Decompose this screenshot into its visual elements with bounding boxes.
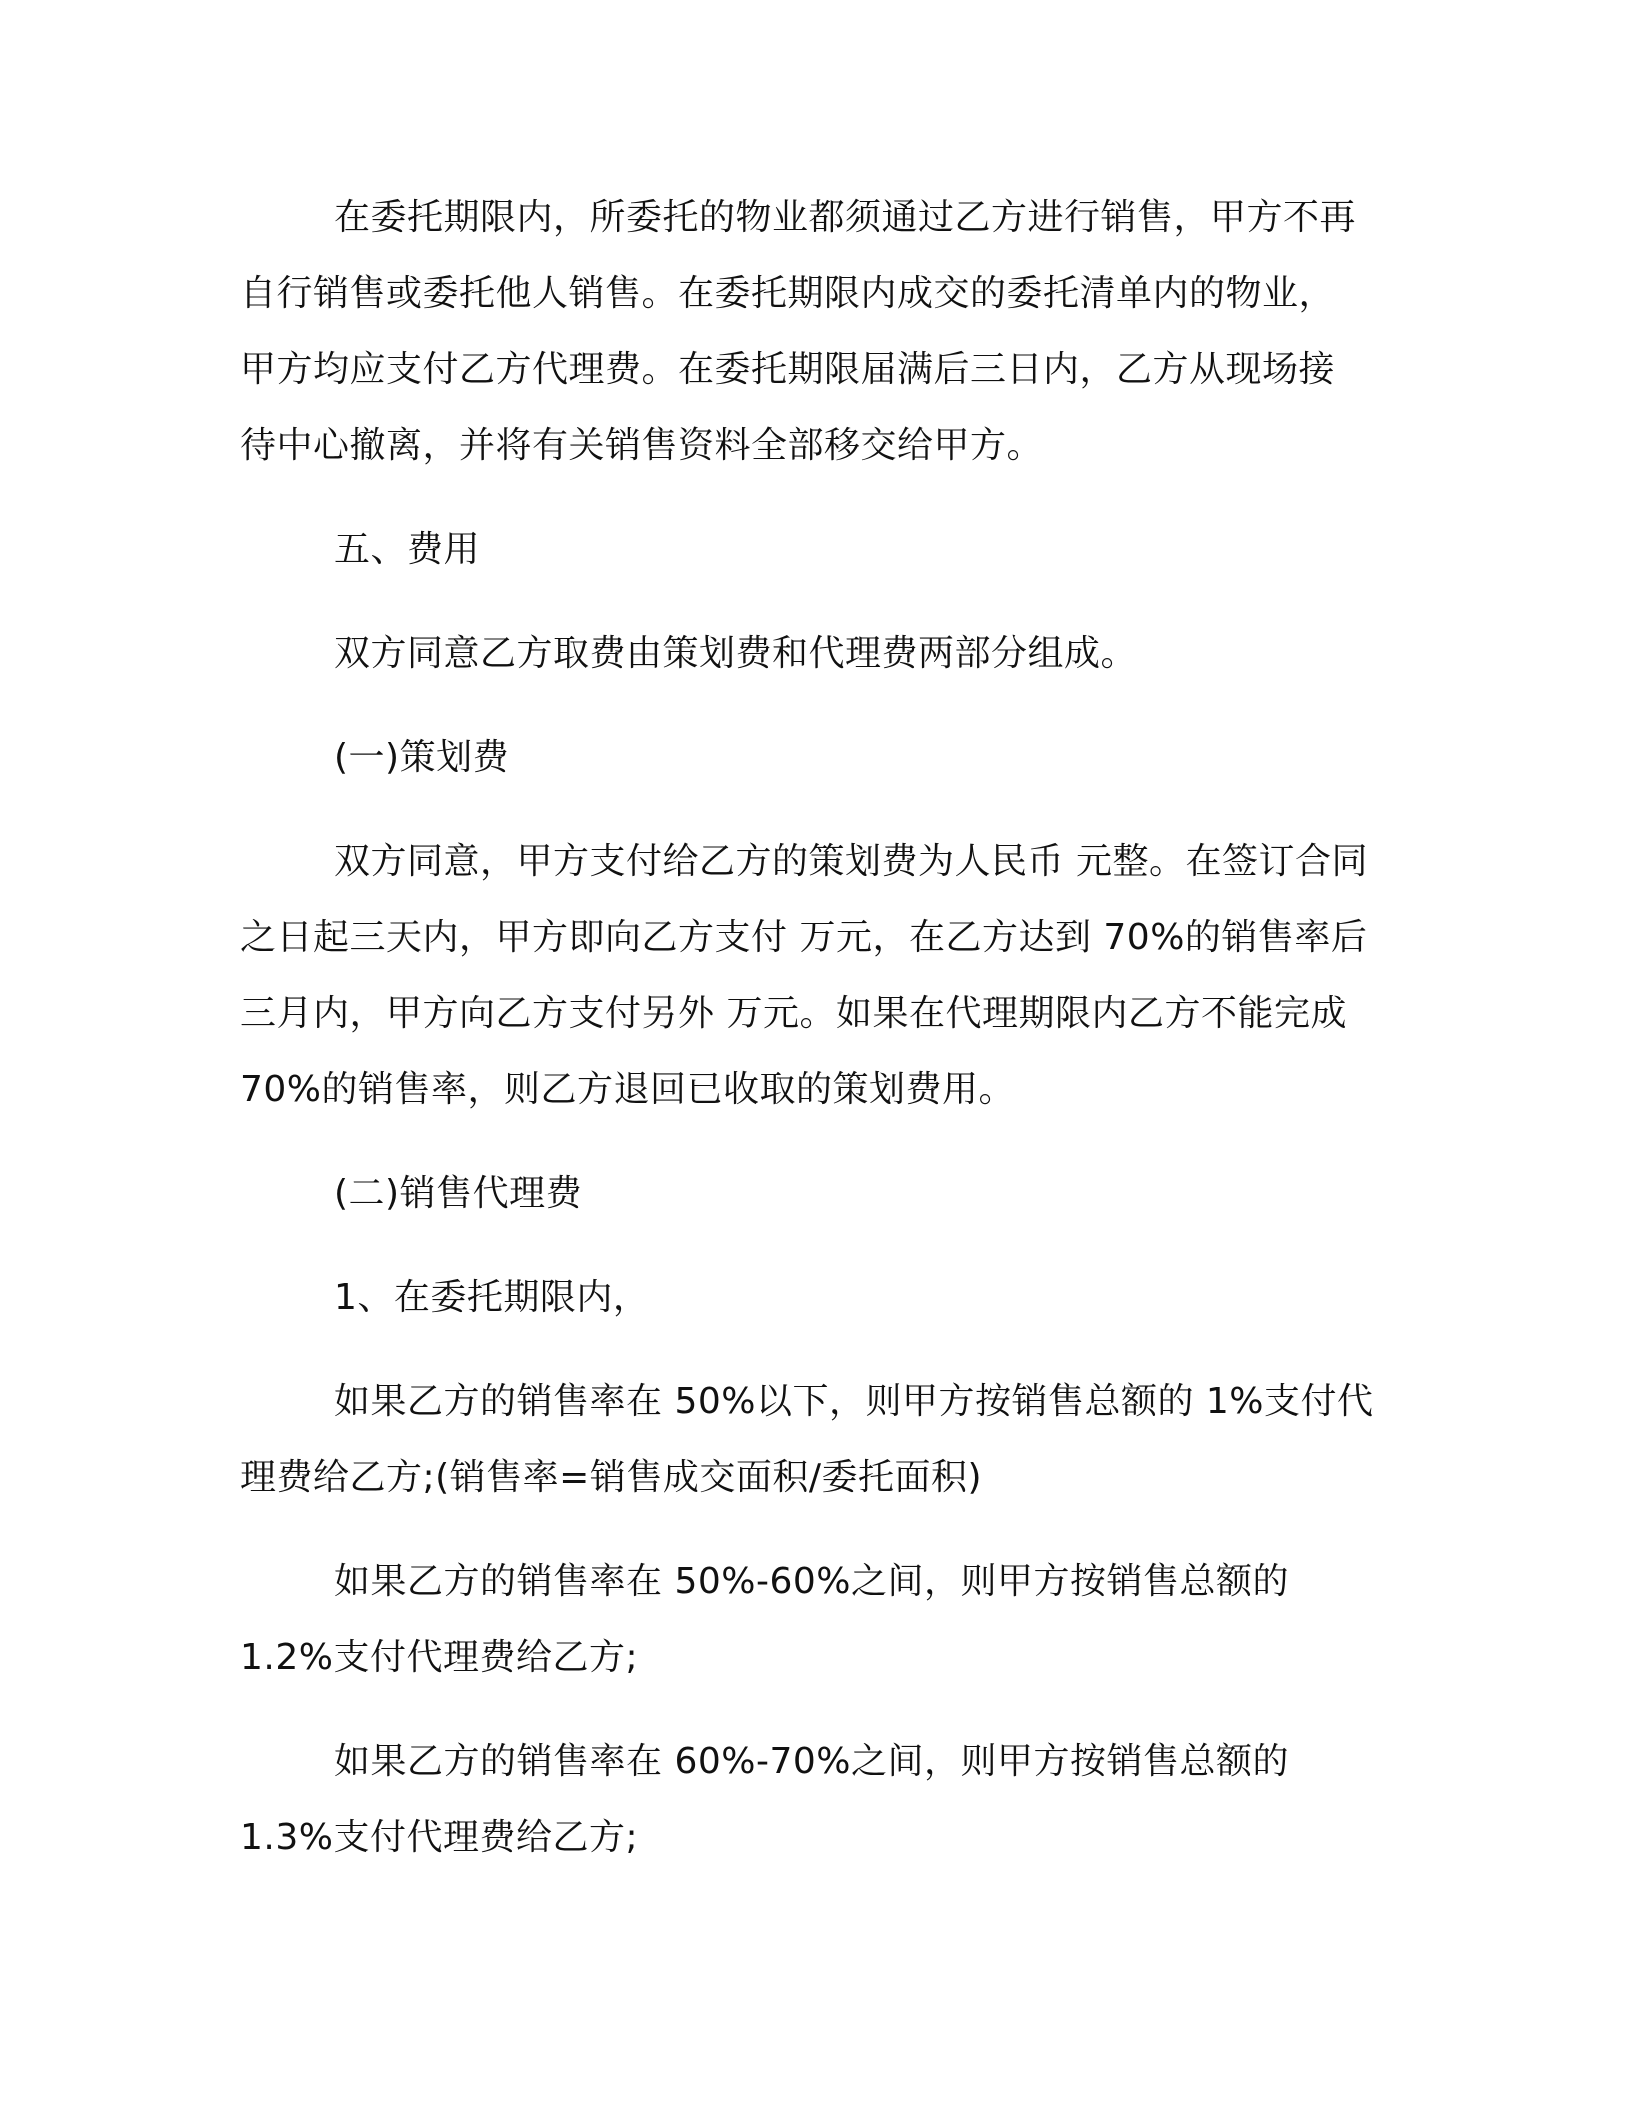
- text-line: 甲方均应支付乙方代理费。在委托期限届满后三日内，乙方从现场接: [240, 349, 1336, 390]
- text-line: 在委托期限内，所委托的物业都须通过乙方进行销售，甲方不再: [334, 197, 1357, 238]
- text-line: 如果乙方的销售率在 60%-70%之间，则甲方按销售总额的: [334, 1741, 1289, 1782]
- text-line: 待中心撤离，并将有关销售资料全部移交给甲方。: [240, 425, 1044, 466]
- text-line: 如果乙方的销售率在 50%-60%之间，则甲方按销售总额的: [334, 1561, 1289, 1602]
- text-line: 双方同意，甲方支付给乙方的策划费为人民币 元整。在签订合同: [334, 841, 1368, 882]
- text-line: 自行销售或委托他人销售。在委托期限内成交的委托清单内的物业，: [240, 273, 1336, 314]
- text-line: 三月内，甲方向乙方支付另外 万元。如果在代理期限内乙方不能完成: [240, 993, 1347, 1034]
- text-line: 理费给乙方;(销售率=销售成交面积/委托面积): [240, 1457, 983, 1498]
- list-item: 1、在委托期限内，: [334, 1277, 650, 1318]
- text-line: 70%的销售率，则乙方退回已收取的策划费用。: [240, 1069, 1016, 1110]
- subsection-heading: (一)策划费: [334, 737, 510, 778]
- subsection-heading: (二)销售代理费: [334, 1173, 583, 1214]
- text-line: 如果乙方的销售率在 50%以下，则甲方按销售总额的 1%支付代: [334, 1381, 1374, 1422]
- text-line: 双方同意乙方取费由策划费和代理费两部分组成。: [334, 633, 1138, 674]
- section-heading: 五、费用: [334, 529, 481, 570]
- text-line: 1.2%支付代理费给乙方;: [240, 1637, 639, 1678]
- text-line: 1.3%支付代理费给乙方;: [240, 1817, 639, 1858]
- text-line: 之日起三天内，甲方即向乙方支付 万元，在乙方达到 70%的销售率后: [240, 917, 1368, 958]
